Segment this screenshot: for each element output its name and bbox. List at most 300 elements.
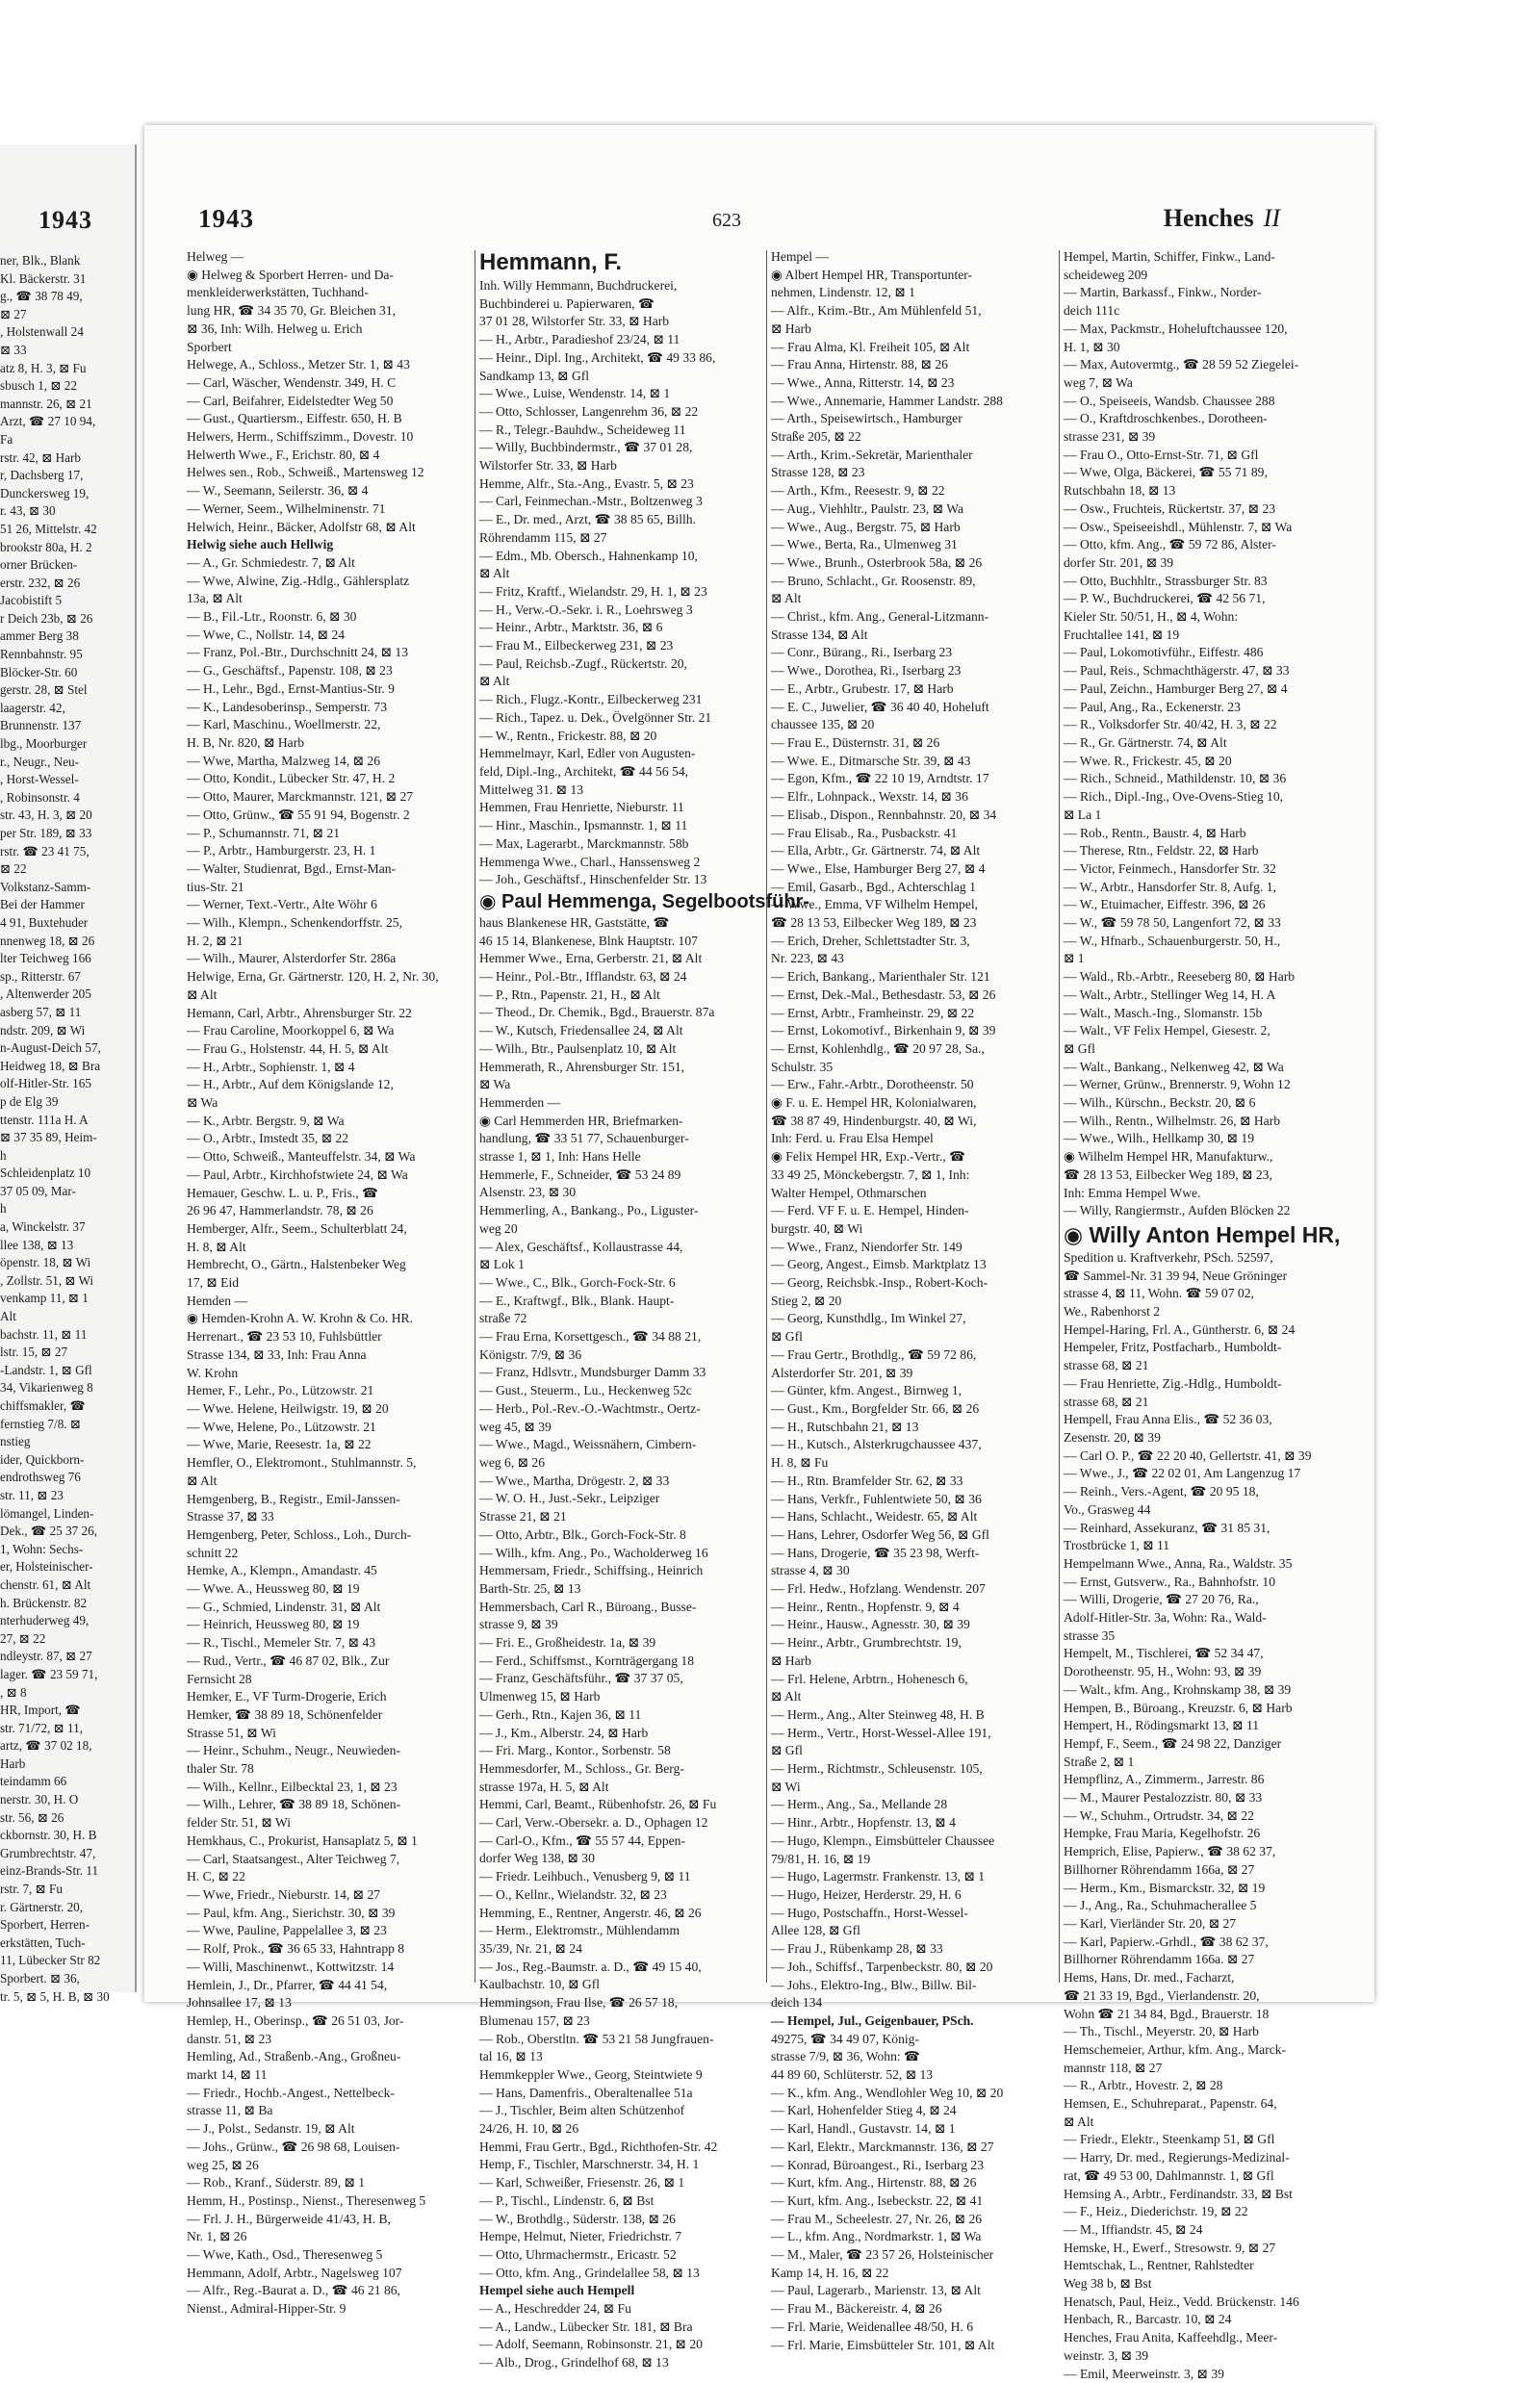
directory-entry [479, 1076, 762, 1094]
directory-entry [771, 1274, 1054, 1293]
entry-text: — Willy, Rangiermstr., Aufden Blöcken 22 [1064, 1203, 1291, 1218]
directory-entry [479, 565, 762, 583]
entry-text: — R., Gr. Gärtnerstr. 74, ⊠ Alt [1064, 734, 1227, 750]
entry-text: — W., Rentn., Frickestr. 88, ⊠ 20 [479, 728, 657, 743]
entry-text: Kaulbachstr. 10, ⊠ Gfl [479, 1977, 601, 1992]
directory-entry [479, 763, 762, 782]
entry-text: Hemmersbach, Carl R., Büroang., Busse- [479, 1599, 697, 1614]
previous-page-line: nnenweg 18, ⊠ 26 [0, 933, 95, 948]
directory-entry [1064, 1700, 1357, 1718]
directory-entry [479, 1436, 762, 1454]
entry-text: ⊠ Gfl [771, 1329, 803, 1345]
directory-entry [479, 1473, 762, 1491]
previous-page-line: Schleidenplatz 10 [0, 1166, 91, 1181]
entry-text: — Rolf, Prok., ☎ 36 65 33, Hahntrapp 8 [187, 1941, 405, 1957]
directory-entry [479, 1382, 762, 1400]
entry-text: — Wilh., kfm. Ang., Po., Wacholderweg 16 [479, 1545, 708, 1560]
entry-text: Strasse 134, ⊠ Alt [771, 627, 868, 642]
directory-entry [771, 1671, 1054, 1689]
entry-text: — Theod., Dr. Chemik., Bgd., Brauerstr. 87a [479, 1005, 715, 1020]
entry-text: — Alfr., Reg.-Baurat a. D., ☎ 46 21 86, [187, 2283, 400, 2298]
directory-entry [1064, 2060, 1357, 2078]
directory-entry [187, 879, 470, 897]
previous-page-line: r, Dachsberg 17, [0, 468, 84, 483]
entry-text: — Karl, Hohenfelder Stieg 4, ⊠ 24 [771, 2103, 957, 2118]
directory-entry [1064, 1645, 1357, 1663]
entry-text: — Elisab., Dispon., Rennbahnstr. 20, ⊠ 34 [771, 807, 997, 822]
entry-text: — Wwe., Aug., Bergstr. 75, ⊠ Harb [771, 519, 961, 534]
entry-text: — Karl, Maschinu., Woellmerstr. 22, [187, 717, 381, 732]
entry-text: — Wwe., Anna, Ritterstr. 14, ⊠ 23 [771, 374, 955, 390]
entry-text: — Wwe, Helene, Po., Lützowstr. 21 [187, 1419, 376, 1434]
directory-entry [187, 2211, 470, 2229]
directory-entry [1064, 1754, 1357, 1772]
entry-text: — Osw., Fruchteis, Rückertstr. 37, ⊠ 23 [1064, 500, 1276, 516]
entry-text: — Willi, Drogerie, ☎ 27 20 76, Ra., [1064, 1592, 1259, 1607]
entry-text: — Conr., Bürang., Ri., Iserbarg 23 [771, 645, 953, 660]
entry-text: — Paul, Ang., Ra., Eckenerstr. 23 [1064, 699, 1241, 714]
directory-entry [479, 1310, 762, 1328]
directory-entry [479, 987, 762, 1005]
entry-text: markt 14, ⊠ 11 [187, 2067, 268, 2083]
entry-text: — Wilh., Maurer, Alsterdorfer Str. 286a [187, 951, 397, 966]
directory-entry [187, 2102, 470, 2120]
entry-text: Hemske, H., Ewerf., Stresowstr. 9, ⊠ 27 [1064, 2240, 1276, 2255]
directory-entry [1064, 807, 1357, 825]
entry-text: Hemmann, Adolf, Arbtr., Nagelsweg 107 [187, 2265, 402, 2280]
directory-entry [187, 2120, 470, 2139]
directory-entry [187, 950, 470, 968]
directory-entry [1064, 1969, 1357, 1987]
directory-entry [771, 356, 1054, 374]
entry-text: — Werner, Text.-Vertr., Alte Wöhr 6 [187, 897, 377, 912]
directory-entry [187, 788, 470, 807]
entry-text: — P., Tischl., Lindenstr. 6, ⊠ Bst [479, 2192, 654, 2208]
directory-entry [187, 1814, 470, 1832]
entry-text: Hemke, A., Klempn., Amandastr. 45 [187, 1563, 377, 1578]
directory-entry [479, 1328, 762, 1346]
entry-text: ◉ Felix Hempel HR, Exp.-Vertr., ☎ [771, 1149, 966, 1165]
entry-text: — Frau Erna, Korsettgesch., ☎ 34 88 21, [479, 1329, 702, 1345]
directory-entry [771, 1148, 1054, 1166]
directory-entry [1064, 914, 1357, 933]
entry-text: — Rich., Dipl.-Ing., Ove-Ovens-Stieg 10, [1064, 789, 1284, 805]
directory-entry [479, 817, 762, 835]
entry-text: — Max, Packmstr., Hoheluftchaussee 120, [1064, 320, 1288, 336]
previous-page-line: Dek., ☎ 25 37 26, [0, 1524, 98, 1539]
directory-entry [1064, 2077, 1357, 2095]
directory-entry [771, 914, 1054, 933]
directory-entry [479, 1526, 762, 1545]
entry-text: — Aug., Viehhltr., Paulstr. 23, ⊠ Wa [771, 500, 964, 516]
previous-page-line: ⊠ 33 [0, 342, 27, 357]
directory-entry [771, 1616, 1054, 1634]
entry-text: — Frau Caroline, Moorkoppel 6, ⊠ Wa [187, 1023, 395, 1038]
directory-entry [479, 782, 762, 800]
entry-text: — Harry, Dr. med., Regierungs-Medizinal- [1064, 2150, 1290, 2165]
entry-text: Hemgenberg, Peter, Schloss., Loh., Durch- [187, 1526, 412, 1542]
directory-entry [1064, 788, 1357, 807]
directory-entry [187, 1994, 470, 2012]
entry-text: — M., Iffiandstr. 45, ⊠ 24 [1064, 2221, 1203, 2237]
entry-text: weg 45, ⊠ 39 [479, 1419, 552, 1434]
entry-text: strasse 7/9, ⊠ 36, Wohn: ☎ [771, 2049, 920, 2064]
entry-text: — Hinr., Arbtr., Hopfenstr. 13, ⊠ 4 [771, 1815, 956, 1831]
entry-text: — A., Gr. Schmiedestr. 7, ⊠ Alt [187, 554, 355, 570]
directory-entry [771, 428, 1054, 447]
directory-entry [187, 1166, 470, 1185]
previous-page-line: a, Winckelstr. 37 [0, 1219, 86, 1235]
previous-page-line: , Holstenwall 24 [0, 324, 84, 340]
directory-entry [479, 854, 762, 872]
entry-text: — Wwe, Martha, Malzweg 14, ⊠ 26 [187, 753, 381, 768]
directory-entry [771, 302, 1054, 320]
directory-entry [187, 1977, 470, 1995]
entry-text: — Wwe., Magd., Weissnähern, Cimbern- [479, 1437, 697, 1452]
entry-text: Henbach, R., Barcastr. 10, ⊠ 24 [1064, 2312, 1232, 2327]
entry-text: Hemmersam, Friedr., Schiffsing., Heinrich [479, 1563, 704, 1578]
entry-text: — Frau M., Scheelestr. 27, Nr. 26, ⊠ 26 [771, 2211, 983, 2226]
entry-text: — Friedr., Elektr., Steenkamp 51, ⊠ Gfl [1064, 2132, 1275, 2147]
entry-text: Barth-Str. 25, ⊠ 13 [479, 1580, 581, 1596]
directory-entry [771, 2048, 1054, 2066]
directory-entry [187, 554, 470, 573]
entry-text: — Georg, Reichsbk.-Insp., Robert-Koch- [771, 1275, 988, 1291]
directory-entry [479, 1220, 762, 1239]
directory-entry [1064, 2023, 1357, 2041]
entry-text: Hemschemeier, Arthur, kfm. Ang., Marck- [1064, 2041, 1287, 2057]
previous-page-line: r. Gärtnerstr. 20, [0, 1899, 84, 1914]
entry-text: — Otto, kfm. Ang., Grindelallee 58, ⊠ 13 [479, 2265, 700, 2280]
entry-text: — Wilh., Kellnr., Eilbecktal 23, 1, ⊠ 23 [187, 1779, 398, 1794]
directory-entry [479, 313, 762, 331]
entry-text: lung HR, ☎ 34 35 70, Gr. Bleichen 31, [187, 303, 397, 319]
directory-entry [1064, 1825, 1357, 1843]
directory-entry [187, 1005, 470, 1023]
directory-entry [479, 1850, 762, 1868]
entry-text: 46 15 14, Blankenese, Blnk Hauptstr. 107 [479, 933, 698, 948]
directory-entry [771, 1742, 1054, 1760]
entry-text: — Otto, Kondit., Lübecker Str. 47, H. 2 [187, 771, 396, 786]
previous-page-line: 51 26, Mittelstr. 42 [0, 521, 97, 536]
directory-entry [771, 987, 1054, 1005]
entry-text: — E., Dr. med., Arzt, ☎ 38 85 65, Billh. [479, 512, 696, 527]
directory-entry [479, 933, 762, 951]
entry-text: — Wwe. E., Ditmarsche Str. 39, ⊠ 43 [771, 753, 971, 768]
entry-text: — R., Volksdorfer Str. 40/42, H. 3, ⊠ 22 [1064, 717, 1277, 732]
entry-text: — Osw., Speiseeishdl., Mühlenstr. 7, ⊠ Wa [1064, 519, 1293, 534]
entry-text: Hemauer, Geschw. L. u. P., Fris., ☎ [187, 1185, 378, 1200]
entry-text: — Kurt, kfm. Ang., Isebeckstr. 22, ⊠ 41 [771, 2192, 984, 2208]
previous-page-line: lager. ☎ 23 59 71, [0, 1666, 98, 1681]
entry-text: — Jos., Reg.-Baumstr. a. D., ☎ 49 15 40, [479, 1959, 702, 1974]
directory-entry [187, 1491, 470, 1509]
entry-text: Adolf-Hitler-Str. 3a, Wohn: Ra., Wald- [1064, 1610, 1267, 1626]
entry-text: — Egon, Kfm., ☎ 22 10 19, Arndtstr. 17 [771, 771, 989, 786]
entry-text: strasse 4, ⊠ 11, Wohn. ☎ 59 07 02, [1064, 1286, 1254, 1301]
directory-entry [1064, 860, 1357, 879]
entry-text: Hempel siehe auch Hempell [479, 2283, 635, 2298]
previous-page-line: Jacobistift 5 [0, 593, 63, 608]
entry-text: Sandkamp 13, ⊠ Gfl [479, 368, 590, 383]
entry-text: — Werner, Seem., Wilhelminenstr. 71 [187, 500, 386, 516]
entry-text: Hemmerle, F., Schneider, ☎ 53 24 89 [479, 1166, 681, 1182]
entry-text: ⊠ Alt [479, 674, 510, 689]
previous-page-line: HR, Import, ☎ [0, 1703, 81, 1718]
entry-text: Hemden — [187, 1293, 248, 1308]
directory-entry [479, 2085, 762, 2103]
directory-entry [1064, 1321, 1357, 1340]
directory-column-1 [187, 248, 470, 2319]
directory-entry [187, 1022, 470, 1040]
previous-page-line: Arzt, ☎ 27 10 94, [0, 414, 96, 429]
previous-page-line: erstr. 232, ⊠ 26 [0, 575, 81, 590]
entry-text: Hemmi, Frau Gertr., Bgd., Richthofen-Str. 42 [479, 2139, 718, 2154]
directory-entry [771, 1779, 1054, 1797]
directory-entry [187, 987, 470, 1005]
directory-entry [187, 1274, 470, 1293]
directory-entry [1064, 879, 1357, 897]
directory-entry [479, 1293, 762, 1311]
directory-entry [1064, 248, 1357, 267]
directory-entry [771, 753, 1054, 771]
entry-text: — Rud., Vertr., ☎ 46 87 02, Blk., Zur [187, 1653, 390, 1668]
directory-entry [771, 1419, 1054, 1437]
entry-text: — Franz, Hdlsvtr., Mundsburger Damm 33 [479, 1365, 706, 1380]
directory-entry [771, 1526, 1054, 1545]
previous-page-line: h [0, 1147, 7, 1163]
entry-text: — Erich, Dreher, Schlettstadter Str. 3, [771, 933, 970, 948]
directory-entry [187, 1580, 470, 1599]
entry-text: ⊠ Alt [187, 1473, 218, 1488]
directory-entry [479, 2031, 762, 2049]
directory-entry [479, 914, 762, 933]
directory-entry [187, 1310, 470, 1328]
directory-entry [771, 2211, 1054, 2229]
previous-page-line: ammer Berg 38 [0, 628, 79, 644]
directory-entry [1064, 1537, 1357, 1555]
entry-text: Ulmenweg 15, ⊠ Harb [479, 1689, 601, 1704]
previous-page-fragment [0, 144, 137, 2004]
entry-text: Helwige, Erna, Gr. Gärtnerstr. 120, H. 2, Nr. 30, [187, 969, 439, 985]
previous-page-line: sbusch 1, ⊠ 22 [0, 378, 77, 394]
entry-text: Schulstr. 35 [771, 1059, 834, 1074]
entry-text: 17, ⊠ Eid [187, 1275, 240, 1291]
directory-entry [1064, 447, 1357, 465]
previous-page-line: bachstr. 11, ⊠ 11 [0, 1326, 88, 1342]
directory-entry [479, 1634, 762, 1653]
previous-page-line: ndstr. 209, ⊠ Wi [0, 1022, 86, 1038]
entry-text: Alsterdorfer Str. 201, ⊠ 39 [771, 1365, 913, 1380]
directory-entry [187, 1365, 470, 1383]
directory-entry [479, 368, 762, 386]
directory-entry [187, 1185, 470, 1203]
directory-entry [1064, 284, 1357, 302]
directory-entry [187, 680, 470, 699]
previous-page-line: llee 138, ⊠ 13 [0, 1237, 74, 1252]
entry-text: Hempe, Helmut, Nieter, Friedrichstr. 7 [479, 2229, 682, 2244]
directory-entry [187, 1671, 470, 1689]
directory-entry [187, 1400, 470, 1419]
directory-entry [187, 1293, 470, 1311]
directory-entry [479, 2156, 762, 2174]
entry-text: — Friedr. Leihbuch., Venusberg 9, ⊠ 11 [479, 1869, 691, 1884]
directory-entry [771, 1293, 1054, 1311]
entry-text: weg 7, ⊠ Wa [1064, 374, 1133, 390]
previous-page-line: rstr. ☎ 23 41 75, [0, 843, 90, 858]
entry-text: — Fri. Marg., Kontor., Sorbenstr. 58 [479, 1743, 671, 1758]
directory-entry [479, 2265, 762, 2283]
directory-entry [187, 2157, 470, 2175]
directory-entry [771, 1994, 1054, 2012]
directory-entry [479, 1346, 762, 1365]
directory-entry [771, 1508, 1054, 1526]
directory-entry [479, 709, 762, 728]
entry-text: — Otto, kfm. Ang., ☎ 59 72 86, Alster- [1064, 537, 1276, 552]
entry-text: Hemmingson, Frau Ilse, ☎ 26 57 18, [479, 1995, 679, 2011]
running-head-name: Henches [1163, 204, 1254, 232]
entry-text: — Otto, Maurer, Marckmannstr. 121, ⊠ 27 [187, 789, 414, 805]
directory-entry [187, 1653, 470, 1671]
directory-entry [1064, 500, 1357, 519]
entry-text: — Willi, Maschinenwt., Kottwitzstr. 14 [187, 1959, 395, 1974]
directory-entry [1064, 1076, 1357, 1094]
directory-entry [1064, 573, 1357, 591]
entry-text: Strasse 51, ⊠ Wi [187, 1725, 276, 1740]
directory-entry [479, 1508, 762, 1526]
entry-text: — Karl, Papierw.-Grhdl., ☎ 38 62 37, [1064, 1934, 1269, 1949]
directory-entry [1064, 1501, 1357, 1520]
entry-text: — P., Schumannstr. 71, ⊠ 21 [187, 825, 341, 840]
directory-entry [187, 914, 470, 933]
directory-entry [1064, 1357, 1357, 1375]
directory-entry [479, 1886, 762, 1905]
entry-text: Straße 205, ⊠ 22 [771, 429, 861, 445]
entry-text: — Karl, Schweißer, Friesenstr. 26, ⊠ 1 [479, 2175, 685, 2191]
directory-entry [771, 2319, 1054, 2337]
previous-page-line: g., ☎ 38 78 49, [0, 289, 83, 304]
entry-text: Hempflinz, A., Zimmerm., Jarrestr. 86 [1064, 1772, 1265, 1787]
directory-entry [771, 2282, 1054, 2300]
page-year: 1943 [198, 204, 254, 233]
entry-text: Hemmkeppler Wwe., Georg, Steintwiete 9 [479, 2066, 703, 2082]
directory-entry [187, 1868, 470, 1886]
entry-text: Nr. 223, ⊠ 43 [771, 951, 844, 966]
entry-text: strasse 4, ⊠ 30 [771, 1563, 850, 1578]
directory-entry [479, 2354, 762, 2372]
previous-page-line: lter Teichweg 166 [0, 951, 91, 966]
directory-entry [479, 871, 762, 889]
directory-entry [1064, 2257, 1357, 2275]
previous-page-line: nstieg [0, 1434, 31, 1449]
directory-entry [187, 536, 470, 554]
previous-page-line: n-August-Deich 57, [0, 1040, 101, 1056]
directory-entry [187, 320, 470, 339]
directory-entry [1064, 1113, 1357, 1131]
directory-entry [771, 1346, 1054, 1365]
directory-entry [771, 1868, 1054, 1886]
entry-text: — Therese, Rtn., Feldstr. 22, ⊠ Harb [1064, 843, 1259, 858]
entry-text: Straße 2, ⊠ 1 [1064, 1754, 1135, 1769]
directory-entry [479, 2048, 762, 2066]
entry-text: Helwich, Heinr., Bäcker, Adolfstr 68, ⊠ Alt [187, 519, 416, 534]
directory-entry [187, 627, 470, 645]
entry-text: — B., Fil.-Ltr., Roonstr. 6, ⊠ 30 [187, 609, 357, 625]
entry-text: — Franz, Geschäftsführ., ☎ 37 37 05, [479, 1671, 683, 1686]
directory-entry [479, 1059, 762, 1077]
directory-entry [187, 339, 470, 357]
previous-page-line: einz-Brands-Str. 11 [0, 1863, 99, 1879]
entry-text: — Wwe, Kath., Osd., Theresenweg 5 [187, 2247, 383, 2263]
previous-page-line: Sporbert. ⊠ 36, [0, 1971, 80, 1986]
directory-entry [1064, 1483, 1357, 1501]
directory-entry [1064, 1429, 1357, 1448]
directory-entry [479, 1814, 762, 1832]
directory-entry [771, 1454, 1054, 1473]
directory-entry [187, 2012, 470, 2031]
directory-entry [479, 1094, 762, 1113]
entry-text: — Adolf, Seemann, Robinsonstr. 21, ⊠ 20 [479, 2337, 703, 2352]
directory-entry [771, 2120, 1054, 2139]
directory-entry [187, 770, 470, 788]
directory-entry [771, 284, 1054, 302]
directory-entry [1064, 302, 1357, 320]
directory-entry [1064, 2366, 1357, 2383]
directory-entry [479, 1562, 762, 1580]
entry-text: — Gerh., Rtn., Kajen 36, ⊠ 11 [479, 1706, 642, 1722]
entry-text: — W., Arbtr., Hansdorfer Str. 8, Aufg. 1, [1064, 879, 1276, 894]
entry-text: — Wwe., Annemarie, Hammer Landstr. 288 [771, 393, 1003, 408]
previous-page-line: nterhuderweg 49, [0, 1613, 90, 1628]
entry-text: — Gust., Quartiersm., Eiffestr. 650, H. B [187, 411, 402, 426]
directory-entry [187, 1760, 470, 1779]
entry-text: — Ernst, Lokomotivf., Birkenhain 9, ⊠ 39 [771, 1023, 996, 1038]
entry-text: — Johs., Grünw., ☎ 26 98 68, Louisen- [187, 2139, 400, 2154]
directory-entry [479, 475, 762, 494]
entry-text: — O., Kellnr., Wielandstr. 32, ⊠ 23 [479, 1886, 667, 1902]
previous-page-line: ner, Blk., Blank [0, 253, 81, 268]
entry-text: — Carl O. P., ☎ 22 20 40, Gellertstr. 41, ⊠ 39 [1064, 1448, 1312, 1463]
directory-entry [1064, 2149, 1357, 2167]
entry-text: — P., Arbtr., Hamburgerstr. 23, H. 1 [187, 843, 376, 858]
directory-entry [479, 1454, 762, 1473]
directory-entry [479, 968, 762, 987]
previous-page-line: r., Neugr., Neu- [0, 754, 80, 769]
previous-page-line: orner Brücken- [0, 557, 78, 573]
entry-text: — Hans, Drogerie, ☎ 35 23 98, Werft- [771, 1545, 980, 1560]
entry-text: — K., Landesoberinsp., Semperstr. 73 [187, 699, 388, 714]
directory-column-3 [771, 248, 1054, 2354]
entry-text: — Ernst, Dek.-Mal., Bethesdastr. 53, ⊠ 26 [771, 987, 996, 1002]
entry-text: Helweg — [187, 249, 244, 264]
entry-text: — Gust., Steuerm., Lu., Heckenweg 52c [479, 1383, 692, 1398]
previous-page-line: h [0, 1201, 7, 1217]
entry-text: — Frau M., Eilbeckerweg 231, ⊠ 23 [479, 638, 674, 653]
previous-page-line: nerstr. 30, H. O [0, 1792, 79, 1807]
entry-text: — Ella, Arbtr., Gr. Gärtnerstr. 74, ⊠ Alt [771, 843, 981, 858]
entry-text: Hemsen, E., Schuhreparat., Papenstr. 64, [1064, 2096, 1277, 2112]
entry-text: Strasse 21, ⊠ 21 [479, 1509, 567, 1525]
directory-entry [479, 2228, 762, 2246]
entry-text: ⊠ Wa [479, 1077, 511, 1092]
directory-entry [479, 1940, 762, 1959]
directory-entry [479, 1040, 762, 1059]
directory-entry [187, 1346, 470, 1365]
directory-entry [1064, 464, 1357, 482]
entry-text: Hemsing A., Arbtr., Ferdinandstr. 33, ⊠ Bst [1064, 2186, 1293, 2201]
entry-text: Hemmerath, R., Ahrensburger Str. 151, [479, 1059, 685, 1074]
entry-text: — Carl, Feinmechan.-Mstr., Boltzenweg 3 [479, 494, 703, 509]
